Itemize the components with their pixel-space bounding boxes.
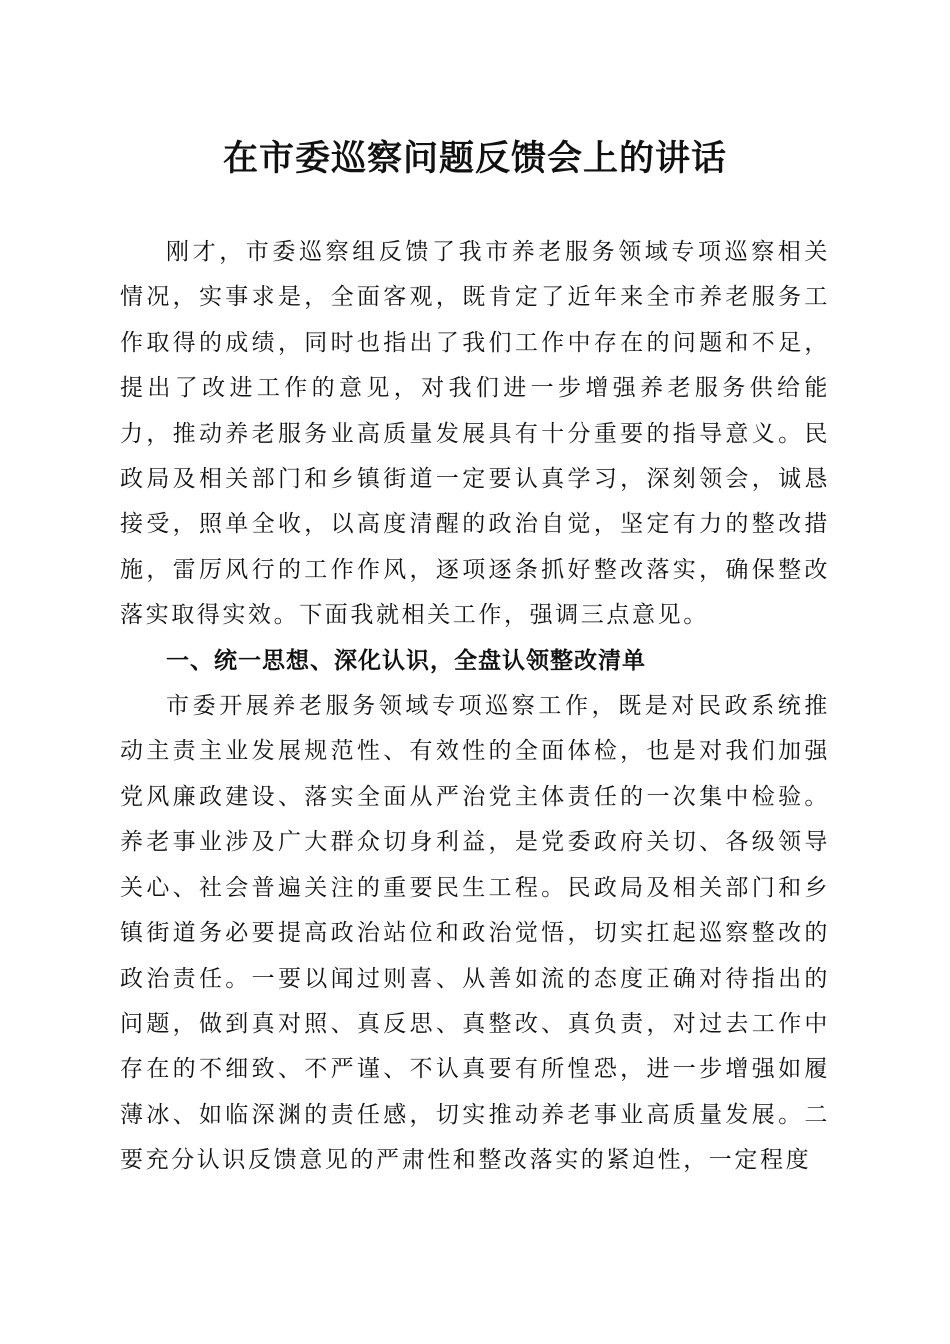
paragraph-section-1: 市委开展养老服务领域专项巡察工作，既是对民政系统推动主责主业发展规范性、有效性的全面体检，也是对我们加强党风廉政建设、落实全面从严治党主体责任的一次集中检验。养老事业涉及广大群众切身利益，是党委政府关切、各级领导关心、社会普遍关注的重要民生工程。民政局及相关部门和乡镇街道务必要提高政治站位和政治觉悟，切实扛起巡察整改的政治责任。一要以闻过则喜、从善如流的态度正确对待指出的问题，做到真对照、真反思、真整改、真负责，对过去工作中存在的不细致、不严谨、不认真要有所惶恐，进一步增强如履薄冰、如临深渊的责任感，切实推动养老事业高质量发展。二要充分认识反馈意见的严肃性和整改落实的紧迫性，一定程度 [120, 693, 830, 1174]
paragraph-intro: 刚才，市委巡察组反馈了我市养老服务领域专项巡察相关情况，实事求是，全面客观，既肯定了近年来全市养老服务工作取得的成绩，同时也指出了我们工作中存在的问题和不足，提出了改进工作的意见，对我们进一步增强养老服务供给能力，推动养老服务业高质量发展具有十分重要的指导意义。民政局及相关部门和乡镇街道一定要认真学习，深刻领会，诚恳接受，照单全收，以高度清醒的政治自觉，坚定有力的整改措施，雷厉风行的工作作风，逐项逐条抓好整改落实，确保整改落实取得实效。下面我就相关工作，强调三点意见。 [120, 239, 830, 629]
section-heading-1: 一、统一思想、深化认识，全盘认领整改清单 [166, 647, 646, 674]
document-title: 在市委巡察问题反馈会上的讲话 [222, 138, 727, 179]
document-body [120, 230, 830, 1184]
